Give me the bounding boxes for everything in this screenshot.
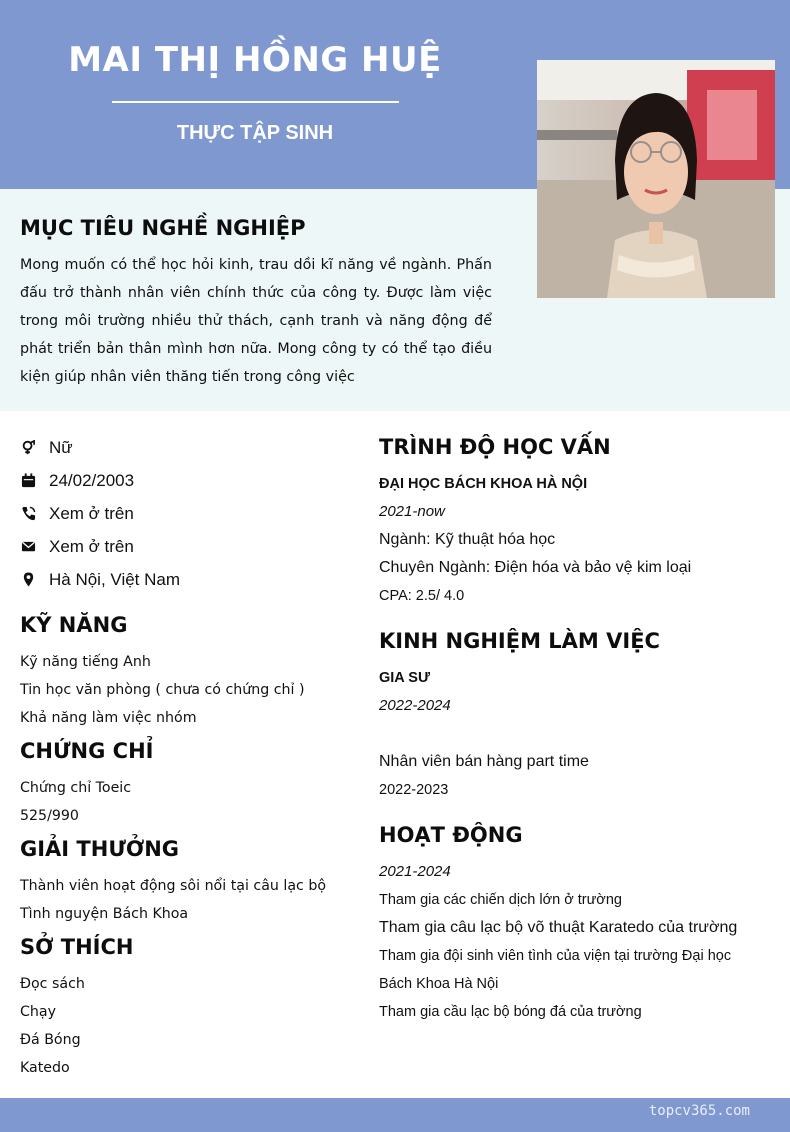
experience-title: KINH NGHIỆM LÀM VIỆC <box>379 629 660 653</box>
objective-text: Mong muốn có thể học hỏi kinh, trau dồi kĩ năng về ngành. Phấn đấu trở thành nhân viên chính thức của công ty. Được làm việc trong môi trường nhiều thử thách, cạnh tranh và năng động để phát triển bản thân mình hơn nữa. Mong công ty có thể tạo điều kiện giúp nhân viên thăng tiến trong công việc <box>20 257 492 385</box>
list-item: Tình nguyện Bách Khoa <box>20 906 189 922</box>
objective-title: MỤC TIÊU NGHỀ NGHIỆP <box>20 216 306 240</box>
name-divider <box>112 101 399 103</box>
job-period: 2022-2023 <box>379 782 449 798</box>
education-title: TRÌNH ĐỘ HỌC VẤN <box>379 435 611 459</box>
list-item: Đọc sách <box>20 976 85 992</box>
list-item: Kỹ năng tiếng Anh <box>20 654 151 670</box>
awards-title: GIẢI THƯỞNG <box>20 837 180 861</box>
skills-list <box>20 648 305 732</box>
school-name: ĐẠI HỌC BÁCH KHOA HÀ NỘI <box>379 476 588 492</box>
list-item: Tin học văn phòng ( chưa có chứng chỉ ) <box>20 682 305 698</box>
hobbies-list <box>20 970 85 1082</box>
list-item: Tham gia câu lạc bộ võ thuật Karatedo của trường <box>379 919 738 936</box>
contact-phone <box>20 497 340 530</box>
location-icon <box>20 572 36 588</box>
contact-address <box>20 563 340 596</box>
experience-list <box>379 664 779 804</box>
list-item: Khả năng làm việc nhóm <box>20 710 197 726</box>
certificates-title: CHỨNG CHỈ <box>20 739 154 763</box>
profile-photo <box>537 60 775 298</box>
list-item: Tham gia cầu lạc bộ bóng đá của trường <box>379 1004 642 1020</box>
list-item: 525/990 <box>20 808 79 824</box>
list-item: Tham gia đội sinh viên tình của viện tại trường Đại học <box>379 948 732 964</box>
list-item: Tham gia các chiến dịch lớn ở trường <box>379 892 622 908</box>
skills-title: KỸ NĂNG <box>20 613 128 637</box>
job-period: 2022-2024 <box>379 697 451 714</box>
gender-value: Nữ <box>49 437 73 457</box>
education-specialization: Chuyên Ngành: Điện hóa và bảo vệ kim loại <box>379 559 692 576</box>
list-item: Bách Khoa Hà Nội <box>379 976 499 992</box>
birthday-value: 24/02/2003 <box>49 470 135 490</box>
education-gpa: CPA: 2.5/ 4.0 <box>379 588 465 604</box>
email-value: Xem ở trên <box>49 536 134 556</box>
activities-title: HOẠT ĐỘNG <box>379 823 523 847</box>
education-major: Ngành: Kỹ thuật hóa học <box>379 531 556 548</box>
footer-band <box>0 1098 790 1132</box>
awards-list <box>20 872 326 928</box>
candidate-role: THỰC TẬP SINH <box>176 122 334 144</box>
contact-birthday <box>20 464 340 497</box>
certificates-list <box>20 774 131 830</box>
gender-icon <box>20 440 36 456</box>
candidate-name: MAI THỊ HỒNG HUỆ <box>68 40 442 80</box>
contact-info <box>20 431 340 596</box>
list-item: Katedo <box>20 1060 70 1076</box>
contact-email <box>20 530 340 563</box>
activities-list <box>379 858 779 1026</box>
calendar-icon <box>20 473 36 489</box>
job-position: GIA SƯ <box>379 670 430 686</box>
phone-icon <box>20 506 36 522</box>
mail-icon <box>20 539 36 555</box>
education-period: 2021-now <box>379 503 445 520</box>
list-item: Thành viên hoạt động sôi nổi tại câu lạc bộ <box>20 878 327 894</box>
list-item: Chạy <box>20 1004 56 1020</box>
address-value: Hà Nội, Việt Nam <box>49 569 181 589</box>
activities-period: 2021-2024 <box>379 863 451 880</box>
phone-value: Xem ở trên <box>49 503 134 523</box>
contact-gender <box>20 431 340 464</box>
list-item: Đá Bóng <box>20 1032 81 1048</box>
footer-brand: topcv365.com <box>648 1103 750 1119</box>
spacer <box>379 720 779 748</box>
hobbies-title: SỞ THÍCH <box>20 935 134 959</box>
education-list <box>379 470 779 610</box>
list-item: Chứng chỉ Toeic <box>20 780 132 796</box>
job-position: Nhân viên bán hàng part time <box>379 753 589 770</box>
